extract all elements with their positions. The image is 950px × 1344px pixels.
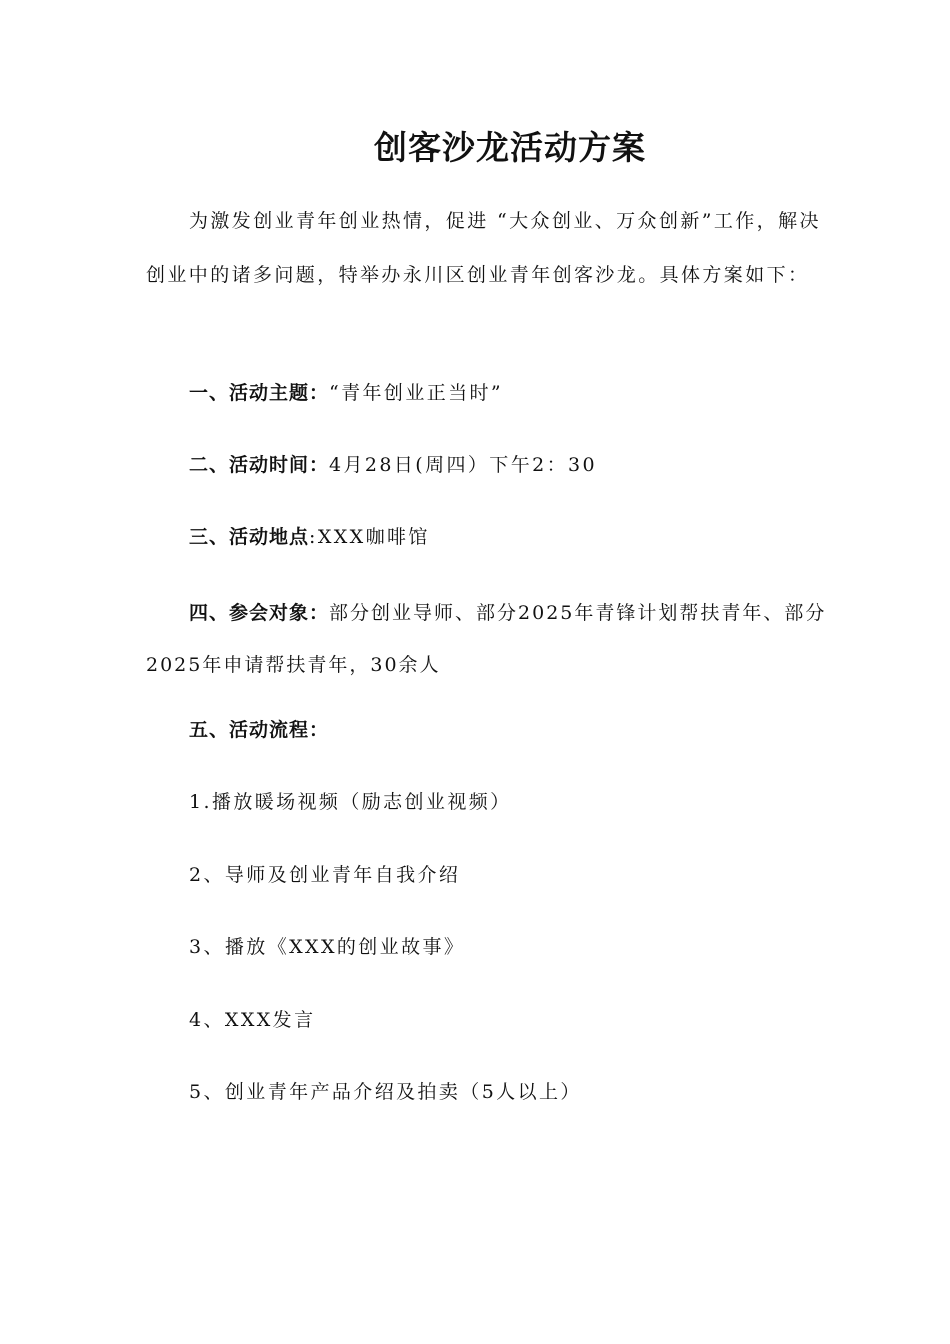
section-location bbox=[189, 521, 430, 553]
section-time bbox=[189, 449, 597, 481]
section-audience-label: 四、参会对象： bbox=[189, 602, 330, 624]
section-time-label: 二、活动时间： bbox=[189, 454, 330, 476]
section-location-label: 三、活动地点 bbox=[189, 526, 310, 548]
section-process-label: 五、活动流程： bbox=[189, 719, 330, 741]
process-item: 1.播放暖场视频（励志创业视频） bbox=[189, 791, 512, 813]
section-theme bbox=[189, 377, 503, 409]
document-title: 创客沙龙活动方案 bbox=[374, 128, 646, 167]
process-item: 3、播放《XXX的创业故事》 bbox=[189, 936, 466, 958]
section-audience-value: 部分创业导师、部分2025年青锋计划帮扶青年、部分2025年申请帮扶青年，30余人 bbox=[146, 602, 827, 676]
process-item: 5、创业青年产品介绍及拍卖（5人以上） bbox=[189, 1081, 582, 1103]
process-item: 4、XXX发言 bbox=[189, 1009, 316, 1031]
section-location-value: :XXX咖啡馆 bbox=[309, 526, 430, 548]
section-audience bbox=[146, 587, 836, 691]
section-theme-value: “青年创业正当时” bbox=[329, 382, 504, 404]
section-time-value: 4月28日(周四）下午2：30 bbox=[329, 454, 597, 476]
process-item: 2、导师及创业青年自我介绍 bbox=[189, 864, 461, 886]
intro-paragraph: 为激发创业青年创业热情，促进 “大众创业、万众创新”工作，解决创业中的诸多问题，特举办永川区创业青年创客沙龙。具体方案如下： bbox=[146, 210, 821, 286]
section-process bbox=[189, 714, 329, 746]
section-theme-label: 一、活动主题： bbox=[189, 382, 330, 404]
